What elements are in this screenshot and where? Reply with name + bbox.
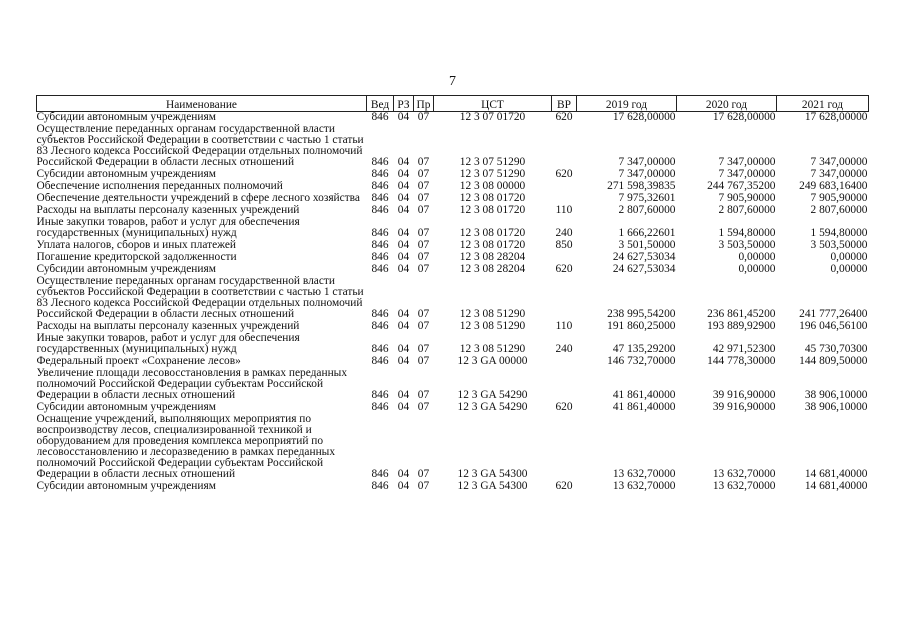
cell-pr: 07 (417, 321, 430, 332)
cell-2020: 13 632,70000 (712, 481, 776, 492)
cell-2020: 7 347,00000 (718, 156, 776, 168)
table-row (37, 252, 869, 264)
cell-2021: 14 681,40000 (804, 481, 868, 492)
cell-pr: 07 (417, 402, 430, 413)
cell-pr: 07 (417, 252, 430, 263)
table-row (37, 240, 869, 252)
header-2019: 2019 год (577, 96, 677, 112)
cell-ved: 846 (371, 252, 389, 263)
cell-name: Расходы на выплаты персоналу казенных учреждений (36, 205, 300, 216)
cell-2019: 7 975,32601 (618, 193, 676, 204)
cell-name: Уплата налогов, сборов и иных платежей (36, 240, 236, 251)
cell-rz: 04 (397, 264, 410, 275)
cell-2019: 146 732,70000 (607, 356, 676, 367)
cell-2020: 3 503,50000 (718, 240, 776, 251)
cell-2020: 244 767,35200 (707, 181, 776, 192)
table-row (37, 205, 869, 217)
cell-ved: 846 (371, 481, 389, 492)
header-cst: ЦСТ (434, 96, 552, 112)
cell-rz: 04 (397, 240, 410, 251)
cell-ved: 846 (371, 169, 389, 180)
cell-rz: 04 (397, 193, 410, 204)
cell-cst: 12 3 08 01720 (459, 205, 526, 216)
cell-ved: 846 (371, 308, 389, 320)
cell-2020: 17 628,00000 (712, 111, 776, 123)
cell-pr: 07 (417, 308, 430, 320)
cell-cst: 12 3 08 51290 (459, 343, 526, 355)
cell-name: Субсидии автономным учреждениям (36, 402, 216, 413)
cell-cst: 12 3 08 28204 (459, 264, 526, 275)
cell-vr (552, 181, 577, 193)
cell-2020: 2 807,60000 (718, 205, 776, 216)
cell-pr: 07 (417, 205, 430, 216)
cell-rz: 04 (397, 227, 410, 239)
cell-2019: 2 807,60000 (618, 205, 676, 216)
cell-2019: 24 627,53034 (612, 252, 676, 263)
cell-rz: 04 (397, 468, 410, 480)
cell-rz: 04 (397, 343, 410, 355)
cell-ved: 846 (371, 193, 389, 204)
table-row (37, 402, 869, 414)
header-ved: Вед (367, 96, 394, 112)
table-row (37, 169, 869, 181)
table-row (37, 356, 869, 368)
table-row (37, 321, 869, 333)
cell-pr: 07 (417, 343, 430, 355)
cell-2020: 0,00000 (738, 252, 776, 263)
cell-2021: 38 906,10000 (804, 402, 868, 413)
cell-2019: 3 501,50000 (618, 240, 676, 251)
cell-name: Увеличение площади лесовосстановления в рамках переданных полномочий Российской Федерации субъектам Российской Федерации в области лесных отношений (36, 368, 348, 401)
table-row (37, 124, 869, 169)
cell-rz: 04 (397, 356, 410, 367)
cell-cst: 12 3 08 01720 (459, 240, 526, 251)
cell-cst: 12 3 08 51290 (459, 308, 526, 320)
cell-2021: 7 347,00000 (810, 169, 868, 180)
cell-2021: 17 628,00000 (804, 111, 868, 123)
header-name: Наименование (37, 96, 367, 112)
cell-name: Оснащение учреждений, выполняющих мероприятия по воспроизводству лесов, специализированной техникой и оборудованием для проведения комплекса мероприятий по лесовосстановлению и лесоразведению в рамках переданных полномочий Российской Федерации субъектам Российской Федерации в области лесных отношений (36, 414, 336, 480)
table-body (37, 112, 869, 494)
cell-2019: 41 861,40000 (612, 402, 676, 413)
page-number: 7 (449, 74, 456, 89)
cell-pr: 07 (417, 481, 430, 492)
cell-name: Субсидии автономным учреждениям (36, 169, 216, 180)
header-rz: РЗ (394, 96, 414, 112)
cell-2021: 2 807,60000 (810, 205, 868, 216)
header-2021: 2021 год (777, 96, 869, 112)
cell-2019: 7 347,00000 (618, 169, 676, 180)
cell-ved: 846 (371, 156, 389, 168)
cell-ved: 846 (371, 240, 389, 251)
cell-2019: 47 135,29200 (612, 343, 676, 355)
cell-2019: 7 347,00000 (618, 156, 676, 168)
cell-2020: 39 916,90000 (712, 389, 776, 401)
cell-2020: 7 905,90000 (718, 193, 776, 204)
cell-rz: 04 (397, 402, 410, 413)
cell-cst: 12 3 08 28204 (459, 252, 526, 263)
cell-vr (552, 276, 577, 321)
cell-name: Иные закупки товаров, работ и услуг для обеспечения государственных (муниципальных) нужд (36, 333, 300, 355)
cell-2021: 144 809,50000 (799, 356, 868, 367)
cell-rz: 04 (397, 111, 410, 123)
cell-cst: 12 3 GA 00000 (457, 356, 528, 367)
cell-2021: 14 681,40000 (804, 468, 868, 480)
cell-2020: 7 347,00000 (718, 169, 776, 180)
cell-cst: 12 3 08 01720 (459, 193, 526, 204)
cell-rz: 04 (397, 181, 410, 192)
cell-2020: 39 916,90000 (712, 402, 776, 413)
cell-cst: 12 3 08 01720 (459, 227, 526, 239)
cell-pr: 07 (417, 169, 430, 180)
cell-2021: 7 905,90000 (810, 193, 868, 204)
cell-ved: 846 (371, 402, 389, 413)
cell-2021: 1 594,80000 (810, 227, 868, 239)
cell-ved: 846 (371, 181, 389, 192)
cell-name: Погашение кредиторской задолженности (36, 252, 237, 263)
cell-cst: 12 3 07 01720 (459, 111, 526, 123)
cell-vr (552, 124, 577, 169)
cell-vr: 620 (555, 111, 573, 123)
cell-vr: 620 (555, 169, 573, 180)
cell-vr (552, 356, 577, 368)
cell-vr: 620 (555, 402, 573, 413)
cell-2021: 38 906,10000 (804, 389, 868, 401)
cell-ved: 846 (371, 227, 389, 239)
cell-rz: 04 (397, 156, 410, 168)
table-row (37, 368, 869, 402)
header-2020: 2020 год (677, 96, 777, 112)
cell-2019: 238 995,54200 (607, 308, 676, 320)
cell-cst: 12 3 GA 54290 (457, 402, 528, 413)
cell-ved: 846 (371, 321, 389, 332)
cell-vr (552, 414, 577, 481)
cell-vr (552, 193, 577, 205)
cell-pr: 07 (417, 181, 430, 192)
cell-ved: 846 (371, 111, 389, 123)
cell-pr: 07 (417, 227, 430, 239)
cell-2021: 3 503,50000 (810, 240, 868, 251)
cell-2019: 271 598,39835 (607, 181, 676, 192)
table-row (37, 181, 869, 193)
cell-2019: 24 627,53034 (612, 264, 676, 275)
cell-vr (552, 368, 577, 402)
cell-ved: 846 (371, 468, 389, 480)
budget-table (36, 95, 869, 493)
cell-2020: 193 889,92900 (707, 321, 776, 332)
cell-rz: 04 (397, 321, 410, 332)
cell-name: Субсидии автономным учреждениям (36, 111, 216, 123)
cell-2021: 45 730,70300 (804, 343, 868, 355)
cell-name: Обеспечение деятельности учреждений в сфере лесного хозяйства (36, 193, 360, 204)
cell-name: Федеральный проект «Сохранение лесов» (36, 356, 241, 367)
cell-vr: 620 (555, 481, 573, 492)
cell-cst: 12 3 GA 54290 (457, 389, 528, 401)
cell-2019: 41 861,40000 (612, 389, 676, 401)
cell-2020: 144 778,30000 (707, 356, 776, 367)
cell-pr: 07 (417, 264, 430, 275)
cell-pr: 07 (417, 193, 430, 204)
cell-vr: 110 (555, 321, 573, 332)
cell-rz: 04 (397, 205, 410, 216)
cell-cst: 12 3 GA 54300 (457, 468, 528, 480)
cell-rz: 04 (397, 481, 410, 492)
cell-2019: 17 628,00000 (612, 111, 676, 123)
cell-ved: 846 (371, 264, 389, 275)
cell-2021: 249 683,16400 (799, 181, 868, 192)
cell-name: Расходы на выплаты персоналу казенных учреждений (36, 321, 300, 332)
cell-name: Субсидии автономным учреждениям (36, 264, 216, 275)
cell-2021: 196 046,56100 (799, 321, 868, 332)
cell-vr: 110 (555, 205, 573, 216)
cell-2019: 191 860,25000 (607, 321, 676, 332)
cell-cst: 12 3 08 00000 (459, 181, 526, 192)
cell-ved: 846 (371, 343, 389, 355)
header-vr: ВР (552, 96, 577, 112)
cell-rz: 04 (397, 169, 410, 180)
cell-cst: 12 3 07 51290 (459, 156, 526, 168)
table-row (37, 276, 869, 321)
cell-2019: 1 666,22601 (618, 227, 676, 239)
cell-name: Обеспечение исполнения переданных полномочий (36, 181, 283, 192)
cell-2020: 0,00000 (738, 264, 776, 275)
table-row (37, 481, 869, 493)
cell-rz: 04 (397, 252, 410, 263)
cell-ved: 846 (371, 389, 389, 401)
cell-2020: 42 971,52300 (712, 343, 776, 355)
cell-cst: 12 3 08 51290 (459, 321, 526, 332)
header-pr: Пр (414, 96, 434, 112)
cell-cst: 12 3 07 51290 (459, 169, 526, 180)
cell-2020: 236 861,45200 (707, 308, 776, 320)
cell-2021: 241 777,26400 (799, 308, 868, 320)
cell-pr: 07 (417, 111, 430, 123)
cell-pr: 07 (417, 156, 430, 168)
cell-cst: 12 3 GA 54300 (457, 481, 528, 492)
cell-vr: 240 (555, 227, 573, 239)
cell-pr: 07 (417, 356, 430, 367)
cell-rz: 04 (397, 389, 410, 401)
cell-2019: 13 632,70000 (612, 468, 676, 480)
cell-2021: 0,00000 (830, 264, 868, 275)
cell-pr: 07 (417, 389, 430, 401)
cell-vr: 240 (555, 343, 573, 355)
table-row (37, 264, 869, 276)
cell-name: Осуществление переданных органам государственной власти субъектов Российской Федерации в соответствии с частью 1 статьи 83 Лесного кодекса Российской Федерации отдельных полномочий Российской Федерации в области лесных отношений (36, 124, 364, 168)
cell-name: Иные закупки товаров, работ и услуг для обеспечения государственных (муниципальных) нужд (36, 217, 300, 239)
cell-vr: 620 (555, 264, 573, 275)
table-row (37, 193, 869, 205)
table-row (37, 414, 869, 481)
cell-2019: 13 632,70000 (612, 481, 676, 492)
cell-vr (552, 252, 577, 264)
cell-2020: 1 594,80000 (718, 227, 776, 239)
cell-pr: 07 (417, 240, 430, 251)
cell-name: Осуществление переданных органам государственной власти субъектов Российской Федерации в соответствии с частью 1 статьи 83 Лесного кодекса Российской Федерации отдельных полномочий Российской Федерации в области лесных отношений (36, 276, 364, 320)
cell-2021: 0,00000 (830, 252, 868, 263)
cell-2020: 13 632,70000 (712, 468, 776, 480)
cell-rz: 04 (397, 308, 410, 320)
cell-name: Субсидии автономным учреждениям (36, 481, 216, 492)
cell-2021: 7 347,00000 (810, 156, 868, 168)
cell-vr: 850 (555, 240, 573, 251)
table-row (37, 112, 869, 125)
cell-ved: 846 (371, 356, 389, 367)
table-row (37, 217, 869, 240)
cell-ved: 846 (371, 205, 389, 216)
cell-pr: 07 (417, 468, 430, 480)
table-header-row (37, 96, 869, 112)
table-row (37, 333, 869, 356)
